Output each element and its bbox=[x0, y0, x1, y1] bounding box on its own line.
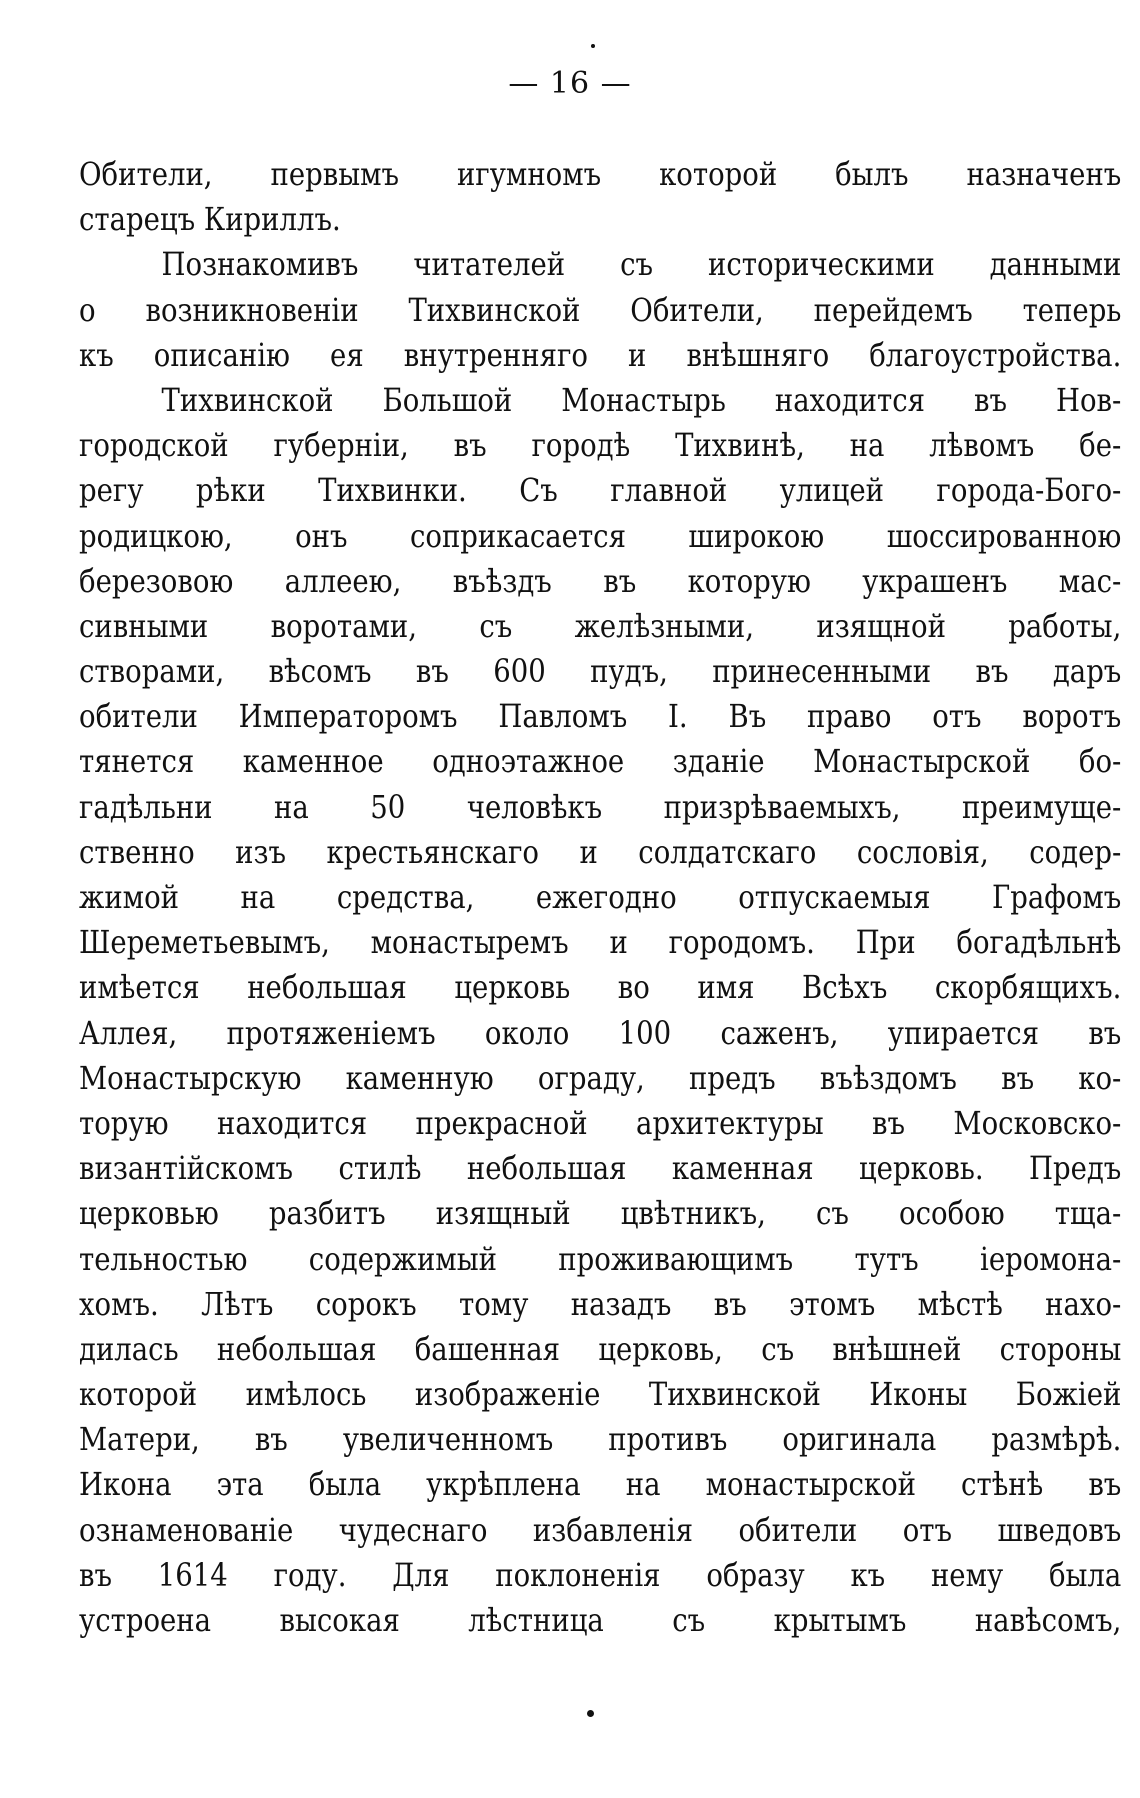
text-line: Матери, въ увеличенномъ противъ оригинала размѣрѣ. bbox=[79, 1420, 1122, 1459]
text-line: византійскомъ стилѣ небольшая каменная церковь. Предъ bbox=[79, 1149, 1122, 1188]
text-line: городской губерніи, въ городѣ Тихвинѣ, на лѣвомъ бе- bbox=[79, 426, 1122, 465]
text-line: старецъ Кириллъ. bbox=[79, 200, 341, 239]
text-line: створами, вѣсомъ въ 600 пудъ, принесенными въ даръ bbox=[79, 652, 1122, 691]
text-line: родицкою, онъ соприкасается широкою шоссированною bbox=[79, 516, 1122, 555]
page-number: — 16 — bbox=[508, 66, 632, 101]
text-line: которой имѣлось изображеніе Тихвинской Иконы Божіей bbox=[79, 1375, 1122, 1414]
text-line: торую находится прекрасной архитектуры въ Московско- bbox=[79, 1103, 1122, 1142]
printer-mark-top bbox=[591, 44, 595, 48]
printer-mark-bottom bbox=[587, 1710, 594, 1717]
text-line: регу рѣки Тихвинки. Съ главной улицей города-Бого- bbox=[79, 471, 1122, 510]
text-line: ственно изъ крестьянскаго и солдатскаго сословія, содер- bbox=[79, 832, 1122, 871]
text-line: Шереметьевымъ, монастыремъ и городомъ. При богадѣльнѣ bbox=[79, 923, 1122, 962]
text-line: устроена высокая лѣстница съ крытымъ навѣсомъ, bbox=[79, 1601, 1122, 1639]
text-line: дилась небольшая башенная церковь, съ внѣшней стороны bbox=[79, 1329, 1122, 1368]
text-line: хомъ. Лѣтъ сорокъ тому назадъ въ этомъ мѣстѣ нахо- bbox=[79, 1284, 1122, 1323]
text-line: имѣется небольшая церковь во имя Всѣхъ скорбящихъ. bbox=[79, 968, 1122, 1007]
text-line: о возникновеніи Тихвинской Обители, перейдемъ теперь bbox=[79, 290, 1122, 329]
text-line: обители Императоромъ Павломъ I. Въ право отъ воротъ bbox=[79, 697, 1122, 736]
text-line: тянется каменное одноэтажное зданіе Монастырской бо- bbox=[79, 742, 1122, 781]
text-line: церковью разбитъ изящный цвѣтникъ, съ особою тща- bbox=[79, 1194, 1122, 1233]
text-line: Тихвинской Большой Монастырь находится въ Нов- bbox=[161, 380, 1122, 419]
text-line: березовою аллеею, въѣздъ въ которую украшенъ мас- bbox=[79, 561, 1122, 600]
text-line: жимой на средства, ежегодно отпускаемыя Графомъ bbox=[79, 878, 1122, 916]
text-line: гадѣльни на 50 человѣкъ призрѣваемыхъ, преимуще- bbox=[79, 787, 1122, 826]
text-line: Монастырскую каменную ограду, предъ въѣздомъ въ ко- bbox=[79, 1058, 1122, 1097]
text-line: ознаменованіе чудеснаго избавленія обители отъ шведовъ bbox=[79, 1510, 1122, 1549]
text-line: Обители, первымъ игумномъ которой былъ назначенъ bbox=[79, 155, 1122, 193]
text-line: Познакомивъ читателей съ историческими данными bbox=[161, 245, 1122, 284]
text-line: къ описанію ея внутренняго и внѣшняго благоустройства. bbox=[79, 335, 1122, 374]
text-line: въ 1614 году. Для поклоненія образу къ нему была bbox=[79, 1555, 1122, 1594]
text-line: Икона эта была укрѣплена на монастырской стѣнѣ въ bbox=[79, 1465, 1122, 1504]
text-line: тельностью содержимый проживающимъ тутъ іеромона- bbox=[79, 1239, 1122, 1278]
text-line: Аллея, протяженіемъ около 100 саженъ, упирается въ bbox=[79, 1013, 1122, 1052]
body-text bbox=[79, 152, 1121, 1643]
text-line: сивными воротами, съ желѣзными, изящной работы, bbox=[79, 606, 1122, 645]
